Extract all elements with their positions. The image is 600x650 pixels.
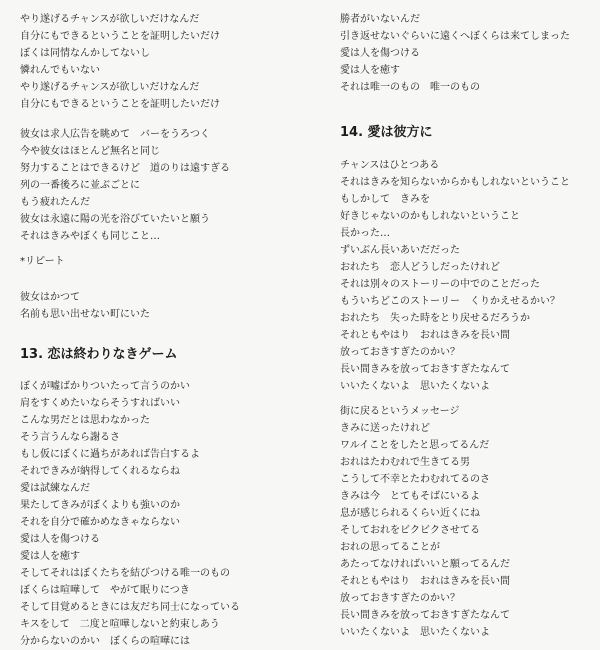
- left-repeat: [20, 253, 65, 270]
- lyric-line: こんな男だとは思わなかった: [20, 415, 150, 426]
- lyric-line: 勝者がいないんだ: [340, 14, 420, 25]
- repeat-marker: *リピート: [20, 256, 65, 267]
- song-title-14: [340, 123, 433, 143]
- lyric-line: それできみが納得してくれるならね: [20, 466, 180, 477]
- lyric-line: ワルイことをしたと思ってるんだ: [340, 440, 490, 451]
- lyric-line: そう言うんなら謝るさ: [20, 432, 120, 443]
- lyric-line: おれはたわむれで生きてる男: [340, 457, 470, 468]
- lyric-line: 愛は人を癒す: [340, 65, 400, 76]
- lyric-line: もしかして きみを: [340, 194, 430, 205]
- lyric-line: 街に戻るというメッセージ: [340, 406, 460, 417]
- lyric-line: ぼくらは喧嘩して やがて眠りにつき: [20, 585, 190, 596]
- lyric-line: 名前も思い出せない町にいた: [20, 309, 150, 320]
- lyric-line: 自分にもできるということを証明したいだけ: [20, 31, 220, 42]
- lyric-line: おれの思ってることが: [340, 542, 440, 553]
- lyric-line: いいたくないよ 思いたくないよ: [340, 381, 490, 392]
- lyric-line: もう疲れたんだ: [20, 197, 90, 208]
- lyric-line: 息が感じられるくらい近くにね: [340, 508, 480, 519]
- lyric-line: 愛は試練なんだ: [20, 483, 90, 494]
- lyric-line: そしておれをビクビクさせてる: [340, 525, 480, 536]
- lyric-line: ぼくが嘘ばかりついたって言うのかい: [20, 381, 190, 392]
- section-heading: 14. 愛は彼方に: [340, 125, 433, 140]
- lyric-line: きみに送ったけれど: [340, 423, 430, 434]
- lyric-line: 今や彼女はほとんど無名と同じ: [20, 146, 160, 157]
- lyric-line: それを自分で確かめなきゃならない: [20, 517, 180, 528]
- section-heading: 13. 恋は終わりなきゲーム: [20, 347, 178, 362]
- song-title-13: [20, 345, 178, 365]
- lyric-line: それはきみやぼくも同じこと…: [20, 231, 160, 242]
- lyric-line: ずいぶん長いあいだだった: [340, 245, 460, 256]
- lyric-line: 自分にもできるということを証明したいだけ: [20, 99, 220, 110]
- lyric-line: 肩をすくめたいならそうすればいい: [20, 398, 180, 409]
- left-verse-2: [20, 126, 230, 245]
- lyric-line: 彼女はかつて: [20, 292, 80, 303]
- lyric-line: それは唯一のもの 唯一のもの: [340, 82, 480, 93]
- right-verse-1: [340, 11, 570, 96]
- left-verse-4: [20, 378, 240, 650]
- lyric-line: おれたち 恋人どうしだったけれど: [340, 262, 500, 273]
- lyric-line: 列の一番後ろに並ぶごとに: [20, 180, 140, 191]
- lyric-line: 放っておきすぎたのかい？: [340, 593, 460, 604]
- lyric-line: キスをして 二度と喧嘩しないと約束しあう: [20, 619, 220, 630]
- lyric-line: 果たしてきみがぼくよりも強いのか: [20, 500, 180, 511]
- lyric-line: きみは今 とてもそばにいるよ: [340, 491, 480, 502]
- lyric-line: おれたち 失った時をとり戻せるだろうか: [340, 313, 530, 324]
- lyric-line: 長かった…: [340, 228, 390, 239]
- lyric-line: ぼくは同情なんかしてないし: [20, 48, 150, 59]
- lyric-line: そして目覚めるときには友だち同士になっている: [20, 602, 240, 613]
- lyric-line: あたってなければいいと願ってるんだ: [340, 559, 510, 570]
- lyric-line: もういちどこのストーリー くりかえせるかい？: [340, 296, 560, 307]
- lyric-line: 好きじゃないのかもしれないということ: [340, 211, 520, 222]
- lyric-line: そしてそれはぼくたちを結びつける唯一のもの: [20, 568, 230, 579]
- lyric-line: 彼女は永遠に陽の光を浴びていたいと願う: [20, 214, 210, 225]
- lyric-line: 長い間きみを放っておきすぎたなんて: [340, 610, 510, 621]
- lyric-line: 愛は人を癒す: [20, 551, 80, 562]
- lyric-line: それはきみを知らないからかもしれないということ: [340, 177, 570, 188]
- right-verse-2: [340, 157, 570, 395]
- lyric-line: それともやはり おれはきみを長い間: [340, 576, 510, 587]
- lyric-line: こうして不幸とたわむれてるのさ: [340, 474, 490, 485]
- lyric-line: それともやはり おれはきみを長い間: [340, 330, 510, 341]
- lyric-line: チャンスはひとつある: [340, 160, 440, 171]
- lyric-line: もし仮にぼくに過ちがあれば告白するよ: [20, 449, 200, 460]
- right-verse-3: [340, 403, 510, 641]
- lyric-line: 愛は人を傷つける: [20, 534, 100, 545]
- left-verse-3: [20, 289, 150, 323]
- lyric-line: 彼女は求人広告を眺めて バーをうろつく: [20, 129, 210, 140]
- lyric-line: 長い間きみを放っておきすぎたなんて: [340, 364, 510, 375]
- lyric-line: 分からないのかい ぼくらの喧嘩には: [20, 636, 190, 647]
- lyric-line: いいたくないよ 思いたくないよ: [340, 627, 490, 638]
- lyric-line: やり遂げるチャンスが欲しいだけなんだ: [20, 82, 200, 93]
- lyric-line: 愛は人を傷つける: [340, 48, 420, 59]
- lyric-line: 放っておきすぎたのかい？: [340, 347, 460, 358]
- left-verse-1: [20, 11, 220, 113]
- lyric-line: それは別々のストーリーの中でのことだった: [340, 279, 540, 290]
- lyric-line: やり遂げるチャンスが欲しいだけなんだ: [20, 14, 200, 25]
- lyric-line: 引き返せないぐらいに遠くへぼくらは来てしまった: [340, 31, 570, 42]
- lyric-line: 努力することはできるけど 道のりは遠すぎる: [20, 163, 230, 174]
- lyric-line: 憐れんでもいない: [20, 65, 100, 76]
